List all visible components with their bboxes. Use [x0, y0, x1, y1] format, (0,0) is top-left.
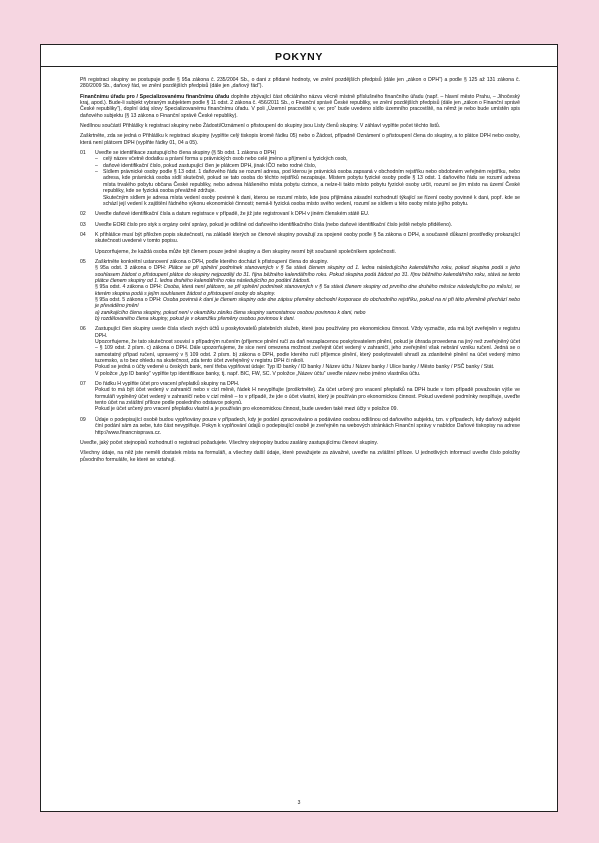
list-item: [95, 169, 520, 194]
item-body: [95, 381, 520, 413]
item-07-text-2: Pokud to má být účet vedený v zahraničí nebo v cizí měně, řádek H nevyplňujte (proškrtněte). Za účet určený pro vracení přeplatků na DPH bude v tom případě považován výše ve formuláři vyplněný účet vedený v zahraničí nebo v cizí měně – to v případě, že jde o účet vlastní, který je používán pro ekonomickou činnost. Pokud uvedené podmínky nesplňuje, uveďte tento účet na zvláštní příloze podle posledního odstavce pokynů.: [95, 387, 520, 407]
clause-label: § 95a odst. 5 zákona o DPH:: [95, 296, 164, 303]
item-01-dash-1: celý název včetně dodatku a právní forma u právnických osob nebo celé jméno a příjmení u fyzických osob,: [103, 156, 348, 163]
item-06: [80, 326, 520, 377]
item-07: [80, 381, 520, 413]
item-body: [95, 259, 520, 322]
intro-paragraph-1: Při registraci skupiny se postupuje podle § 95a zákona č. 235/2004 Sb., o dani z přidané hodnoty, ve znění pozdějších předpisů (dále jen „zákon o DPH“) a podle § 125 až 131 zákona č. 280/2009 Sb., daňový řád, ve znění pozdějších předpisů (dále jen „daňový řád“).: [80, 77, 520, 90]
intro-paragraph-2: [80, 94, 520, 119]
intro-paragraph-2-text: doplníte zbývající část oficiálního názvu věcně místně příslušného finančního úřadu (např. – hlavní město Prahu, – Jihočeský kraj, apod.). Bude-li subjekt vybraným subjektem podle § 11 odst. 2 zákona č. 456/2011 Sb., o Finanční správě České republiky, ve znění pozdějších předpisů (dále jen „zákon o Finanční správě České republiky“), doplní údaj slovy Specializovanému finančnímu úřadu. V poli „Územní pracoviště v, ve: pro“ bude uvedeno sídlo územního pracoviště, na němž je nebo bude umístěn spis daňového subjektu (§ 13 zákona o Finanční správě České republiky).: [80, 93, 520, 119]
item-09: [80, 417, 520, 436]
page-title: POKYNY: [275, 51, 323, 63]
clause-text: Osoba povinná k dani je členem skupiny ode dne zápisu přeměny obchodní korporace do obchodního rejstříku, pokud na ni při této přeměně přechází nebo je převáděno jmění: [95, 296, 521, 310]
intro-paragraph-4: Zaškrtněte, zda se jedná o Přihlášku k registraci skupiny (vyplňte celý tiskopis kromě řádku 05) nebo o Žádost, případně Oznámení o přistoupení člena do skupiny, a to plátce DPH nebo osoby, která není plátcem DPH (vyplňte řádky 01, 04 a 05).: [80, 133, 520, 146]
item-09-text: Údaje o podepisující osobě budou vyplňovány pouze v případech, kdy je podání zpracováváno a podáváno osobou odlišnou od daňového subjektu, tzn. v případech, kdy daňový subjekt činí podání sám za sebe, tuto část nevyplňuje. Pokyn k vyplňování údajů o podepisující osobě je zveřejněn na webových stránkách Finanční správy v nabídce Daňové tiskopisy na adrese http://www.financnisprava.cz.: [95, 416, 520, 436]
item-06-text-4: V položce „typ ID banky“ vyplňte typ identifikace banky, tj. např. BIC, FW, SC. V položce „Název účtu“ uveďte název nebo jméno vlastníka účtu.: [95, 370, 421, 377]
item-body: [95, 150, 520, 207]
item-number: 05: [80, 258, 86, 265]
item-number: 04: [80, 231, 86, 238]
item-number: 07: [80, 381, 86, 388]
item-05-clause-5-b: b) rozdělovaného člena skupiny, pokud je v okamžiku přeměny osobou povinnou k dani.: [95, 316, 295, 322]
dash-marker: –: [95, 169, 98, 176]
item-04-note: Upozorňujeme, že každá osoba může být členem pouze jedné skupiny a člen skupiny nesmí být současně společníkem společnosti.: [95, 248, 396, 255]
item-06-text-3: Pokud se jedná o účty vedené u českých bank, není třeba vyplňovat údaje: Typ ID banky / ID banky / Název účtu / Název banky / Ulice banky / Město banky / PSČ banky / Stát.: [95, 364, 495, 371]
instructions-content: [80, 77, 520, 467]
item-01: [80, 150, 520, 207]
item-07-text-1: Do řádku H vyplňte účet pro vracení přeplatků skupiny na DPH.: [95, 381, 240, 388]
item-04: [80, 232, 520, 255]
item-number: 09: [80, 416, 86, 423]
item-05-clause-5-a: a) zanikajícího člena skupiny, pokud není v okamžiku zániku člena skupiny samostatnou osobou povinnou k dani, nebo: [95, 309, 366, 316]
item-06-text-1: Zastupující člen skupiny uvede čísla všech svých účtů u poskytovatelů platebních služeb, které jsou používány pro ekonomickou činnost. Vždy vyznačte, zda má být zveřejněn v registru DPH.: [95, 326, 520, 339]
item-body: [95, 326, 520, 377]
item-01-dash-2: daňové identifikační číslo, pokud zastupující člen je plátcem DPH, jinak IČO nebo rodné číslo,: [103, 162, 317, 169]
page-number: 3: [297, 800, 301, 806]
item-01-dash-3: Sídlem právnické osoby podle § 13 odst. 1 daňového řádu se rozumí adresa, pod kterou je právnická osoba zapsaná v obchodním rejstříku nebo obdobném veřejném rejstříku, nebo adresa, kde právnická osoba sídlí skutečně, pokud se tato osoba do těchto rejstříků nezapisuje. Místem pobytu fyzické osoby podle § 13 odst. 1 daňového řádu se rozumí adresa místa trvalého pobytu občana České republiky, nebo adresa hlášeného místa pobytu cizince, a nelze-li takto místo pobytu fyzické osoby určit, rozumí se jím místo na území České republiky, kde se fyzická osoba převážně zdržuje.: [103, 169, 520, 195]
item-number: 02: [80, 211, 86, 218]
item-01-dash-3-continued: Skutečným sídlem je adresa místa vedení osoby povinné k dani, kterou se rozumí místo, kde jsou přijímána zásadní rozhodnutí týkající se řízení osoby povinné k dani, popř. kde se schází její vedení k zajištění řádného výkonu ekonomické činnosti; nemá-li fyzická osoba místo svého vedení, rozumí se sídlem u této osoby místo jejího pobytu.: [103, 194, 520, 207]
item-02: [80, 211, 520, 217]
item-03: [80, 222, 520, 228]
item-number: 03: [80, 221, 86, 228]
item-05-clause-5: [95, 297, 520, 310]
dash-marker: –: [95, 156, 98, 163]
intro-bold-lead: Finančnímu úřadu pro / Specializovanému finančnímu úřadu: [80, 93, 230, 100]
item-01-lead: Uveďte se identifikace zastupujícího člena skupiny (§ 5b odst. 1 zákona o DPH): [95, 150, 277, 157]
item-03-text: Uveďte EORI číslo pro styk s orgány celní správy, pokud je odlišné od daňového identifikačního čísla (nebo daňové identifikační číslo ještě nebylo přiděleno).: [95, 221, 453, 228]
item-05: [80, 259, 520, 322]
item-05-clause-3: [95, 265, 520, 284]
dash-marker: –: [95, 162, 98, 169]
outro-paragraph-2: Uveďte, jaký počet stejnopisů rozhodnutí o registraci požadujete. Všechny stejnopisy budou zaslány zastupujícímu členovi skupiny.: [80, 439, 378, 446]
item-05-lead: Zaškrtněte konkrétní ustanovení zákona o DPH, podle kterého dochází k přistoupení člena do skupiny.: [95, 258, 329, 265]
item-06-text-2: Upozorňujeme, že tato skutečnost souvisí s případným ručením (příjemce plnění ručí za daň nezaplacenou poskytovatelem plnění, pokud je úhrada provedena na jiný než zveřejněný účet – § 109 odst. 2 písm. c) zákona o DPH. Dále upozorňujeme, že sice není omezena možnost zveřejnit účet vedený v zahraničí, jeho zveřejnění však nebrání vzniku ručení. Jedná se o samostatný případ ručení, upravený v § 109 odst. 2 písm. b) zákona o DPH, podle kterého ručí příjemce plnění, který poskytovateli uhradí za zdanitelné plnění na účet vedený mimo tuzemsko, a to bez ohledu na skutečnost, zda tento účet zveřejněný v registru DPH či nikoli.: [95, 339, 520, 365]
clause-label: § 95a odst. 3 zákona o DPH:: [95, 265, 169, 272]
item-07-text-3: Pokud je účet určený pro vracení přeplatku vlastní a je používán pro ekonomickou činnost, bude uveden také mezi účty v položce 09.: [95, 406, 398, 413]
item-body: [95, 232, 520, 255]
item-number: 01: [80, 150, 86, 157]
item-05-clause-4: [95, 284, 520, 297]
title-divider: [41, 66, 557, 67]
item-04-text: K přihlášce musí být přiložen popis skutečností, na základě kterých se členové skupiny považují za spojené osoby podle § 5a zákona o DPH, a současně důkazní prostředky prokazující skutečnosti uvedené v tomto popisu.: [95, 231, 520, 245]
outro-paragraph-3: Všechny údaje, na něž jste neměli dostatek místa na formuláři, a všechny další údaje, které považujete za závažné, uveďte na zvláštní příloze. U jednotlivých informací uveďte číslo položky původního formuláře, ke které se vztahují.: [80, 450, 520, 463]
clause-text: Osoba, která není plátcem, se při splnění podmínek stanovených v § 5a stává členem skupiny od prvního dne druhého měsíce následujícího po měsíci, ve kterém skupina podá s jejím souhlasem žádost o přistoupení osoby do skupiny.: [95, 284, 520, 297]
document-page: [40, 44, 558, 812]
clause-label: § 95a odst. 4 zákona o DPH:: [95, 284, 164, 291]
item-02-text: Uveďte daňové identifikační čísla a datum registrace v případě, že již jste registrovaní k DPH v jiném členském státě EU.: [95, 211, 370, 218]
intro-paragraph-3: Nedílnou součástí Přihlášky k registraci skupiny nebo Žádosti/Oznámení o přistoupení do skupiny jsou Listy členů skupiny. V záhlaví vyplňte počet těchto listů.: [80, 123, 441, 130]
clause-text: Plátce se při splnění podmínek stanovených v § 5a stává členem skupiny od 1. ledna následujícího kalendářního roku, pokud skupina podá s jeho souhlasem žádost o přistoupení plátce do skupiny nejpozději do 31. října běžného kalendářního roku. Pokud skupina podá žádost po 31. říjnu běžného kalendářního roku, stává se tento plátce členem skupiny od 1. ledna druhého kalendářního roku následujícího po podání žádosti.: [95, 265, 520, 284]
item-number: 06: [80, 326, 86, 333]
